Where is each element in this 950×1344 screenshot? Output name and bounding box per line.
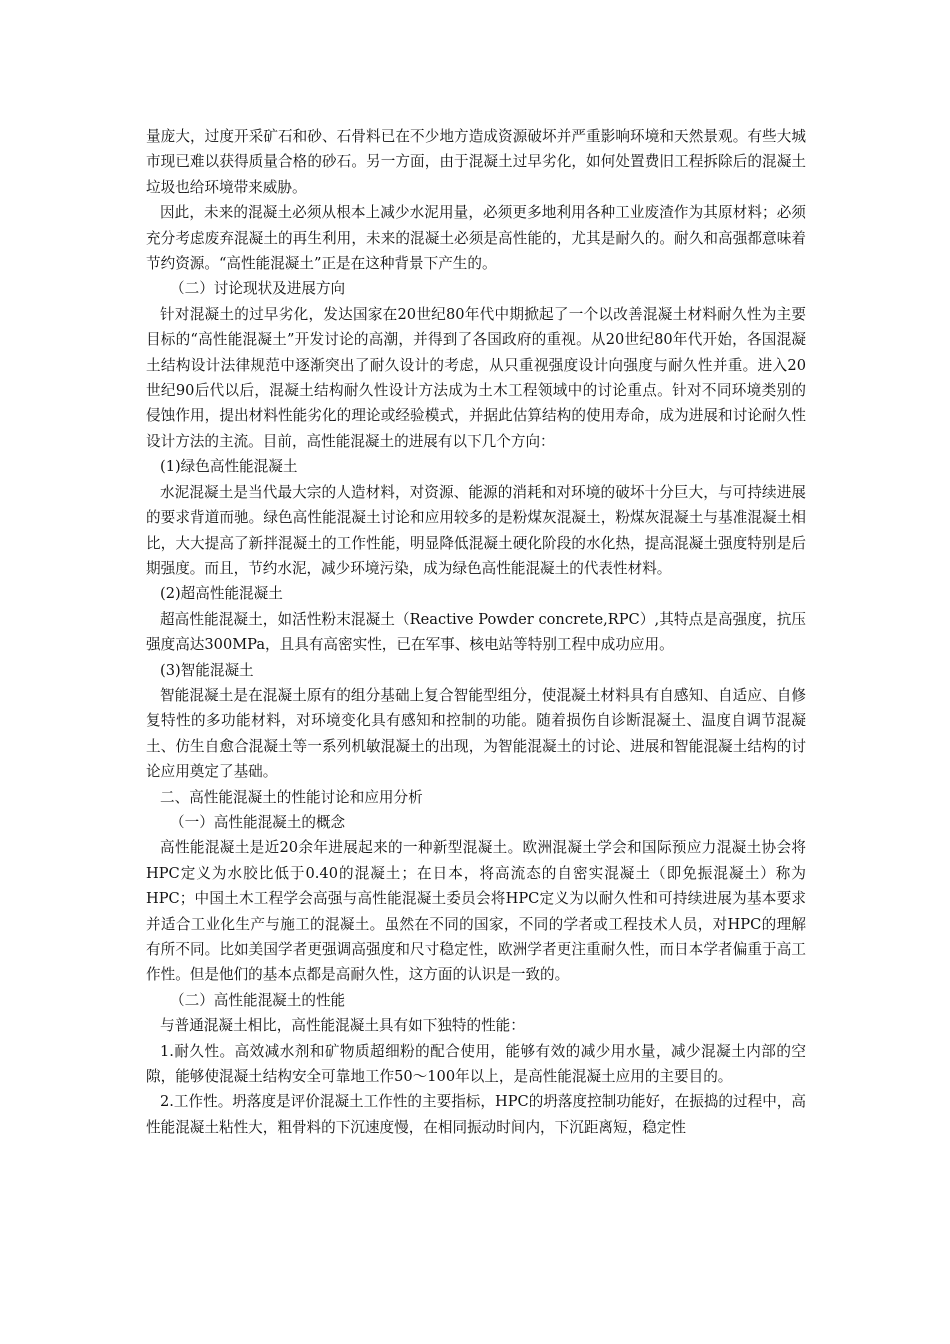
paragraph: 针对混凝土的过早劣化，发达国家在20世纪80年代中期掀起了一个以改善混凝土材料耐久性为主要目标的“高性能混凝土”开发讨论的高潮，并得到了各国政府的重视。从20世纪80年代开始，各国混凝土结构设计法律规范中逐渐突出了耐久设计的考虑，从只重视强度设计向强度与耐久性并重。进入20世纪90后代以后，混凝土结构耐久性设计方法成为土木工程领域中的讨论重点。针对不同环境类别的侵蚀作用，提出材料性能劣化的理论或经验模式，并据此估算结构的使用寿命，成为进展和讨论耐久性设计方法的主流。目前，高性能混凝土的进展有以下几个方向： (146, 305, 806, 450)
chapter-heading: 二、高性能混凝土的性能讨论和应用分析 (160, 788, 423, 806)
paragraph: 1.耐久性。高效减水剂和矿物质超细粉的配合使用，能够有效的减少用水量，减少混凝土内部的空隙，能够使混凝土结构安全可靠地工作50～100年以上，是高性能混凝土应用的主要目的。 (146, 1042, 806, 1086)
subsection-heading: (2)超高性能混凝土 (160, 585, 283, 603)
document-page (146, 124, 806, 1140)
paragraph: 超高性能混凝土，如活性粉末混凝土（Reactive Powder concrete,RPC）,其特点是高强度，抗压强度高达300MPa，且具有高密实性，已在军事、核电站等特别工程中成功应用。 (146, 610, 806, 654)
section-heading: （二）讨论现状及进展方向 (170, 280, 346, 298)
paragraph: 因此，未来的混凝土必须从根本上减少水泥用量，必须更多地利用各种工业废渣作为其原材料；必须充分考虑废弃混凝土的再生利用，未来的混凝土必须是高性能的，尤其是耐久的。耐久和高强都意味着节约资源。“高性能混凝土”正是在这种背景下产生的。 (146, 204, 806, 273)
section-heading: （二）高性能混凝土的性能 (170, 991, 346, 1009)
paragraph: 与普通混凝土相比，高性能混凝土具有如下独特的性能： (160, 1017, 525, 1035)
section-heading: （一）高性能混凝土的概念 (170, 813, 346, 831)
paragraph: 2.工作性。坍落度是评价混凝土工作性的主要指标，HPC的坍落度控制功能好，在振捣的过程中，高性能混凝土粘性大，粗骨料的下沉速度慢，在相同振动时间内，下沉距离短，稳定性 (146, 1093, 806, 1136)
paragraph: 水泥混凝土是当代最大宗的人造材料，对资源、能源的消耗和对环境的破坏十分巨大，与可持续进展的要求背道而驰。绿色高性能混凝土讨论和应用较多的是粉煤灰混凝土，粉煤灰混凝土与基准混凝土相比，大大提高了新拌混凝土的工作性能，明显降低混凝土硬化阶段的水化热，提高混凝土强度特别是后期强度。而且，节约水泥，减少环境污染，成为绿色高性能混凝土的代表性材料。 (146, 483, 806, 577)
paragraph: 智能混凝土是在混凝土原有的组分基础上复合智能型组分，使混凝土材料具有自感知、自适应、自修复特性的多功能材料，对环境变化具有感知和控制的功能。随着损伤自诊断混凝土、温度自调节混凝土、仿生自愈合混凝土等一系列机敏混凝土的出现，为智能混凝土的讨论、进展和智能混凝土结构的讨论应用奠定了基础。 (146, 686, 806, 781)
paragraph: 量庞大，过度开采矿石和砂、石骨料已在不少地方造成资源破坏并严重影响环境和天然景观。有些大城市现已难以获得质量合格的砂石。另一方面，由于混凝土过早劣化，如何处置费旧工程拆除后的混凝土垃圾也给环境带来威胁。 (146, 128, 806, 196)
subsection-heading: (1)绿色高性能混凝土 (160, 458, 298, 476)
subsection-heading: (3)智能混凝土 (160, 661, 254, 679)
paragraph: 高性能混凝土是近20余年进展起来的一种新型混凝土。欧洲混凝土学会和国际预应力混凝土协会将HPC定义为水胶比低于0.40的混凝土；在日本，将高流态的自密实混凝土（即免振混凝土）称为HPC；中国土木工程学会高强与高性能混凝土委员会将HPC定义为以耐久性和可持续进展为基本要求并适合工业化生产与施工的混凝土。虽然在不同的国家，不同的学者或工程技术人员，对HPC的理解有所不同。比如美国学者更强调高强度和尺寸稳定性，欧洲学者更注重耐久性，而日本学者偏重于高工作性。但是他们的基本点都是高耐久性，这方面的认识是一致的。 (146, 839, 806, 984)
